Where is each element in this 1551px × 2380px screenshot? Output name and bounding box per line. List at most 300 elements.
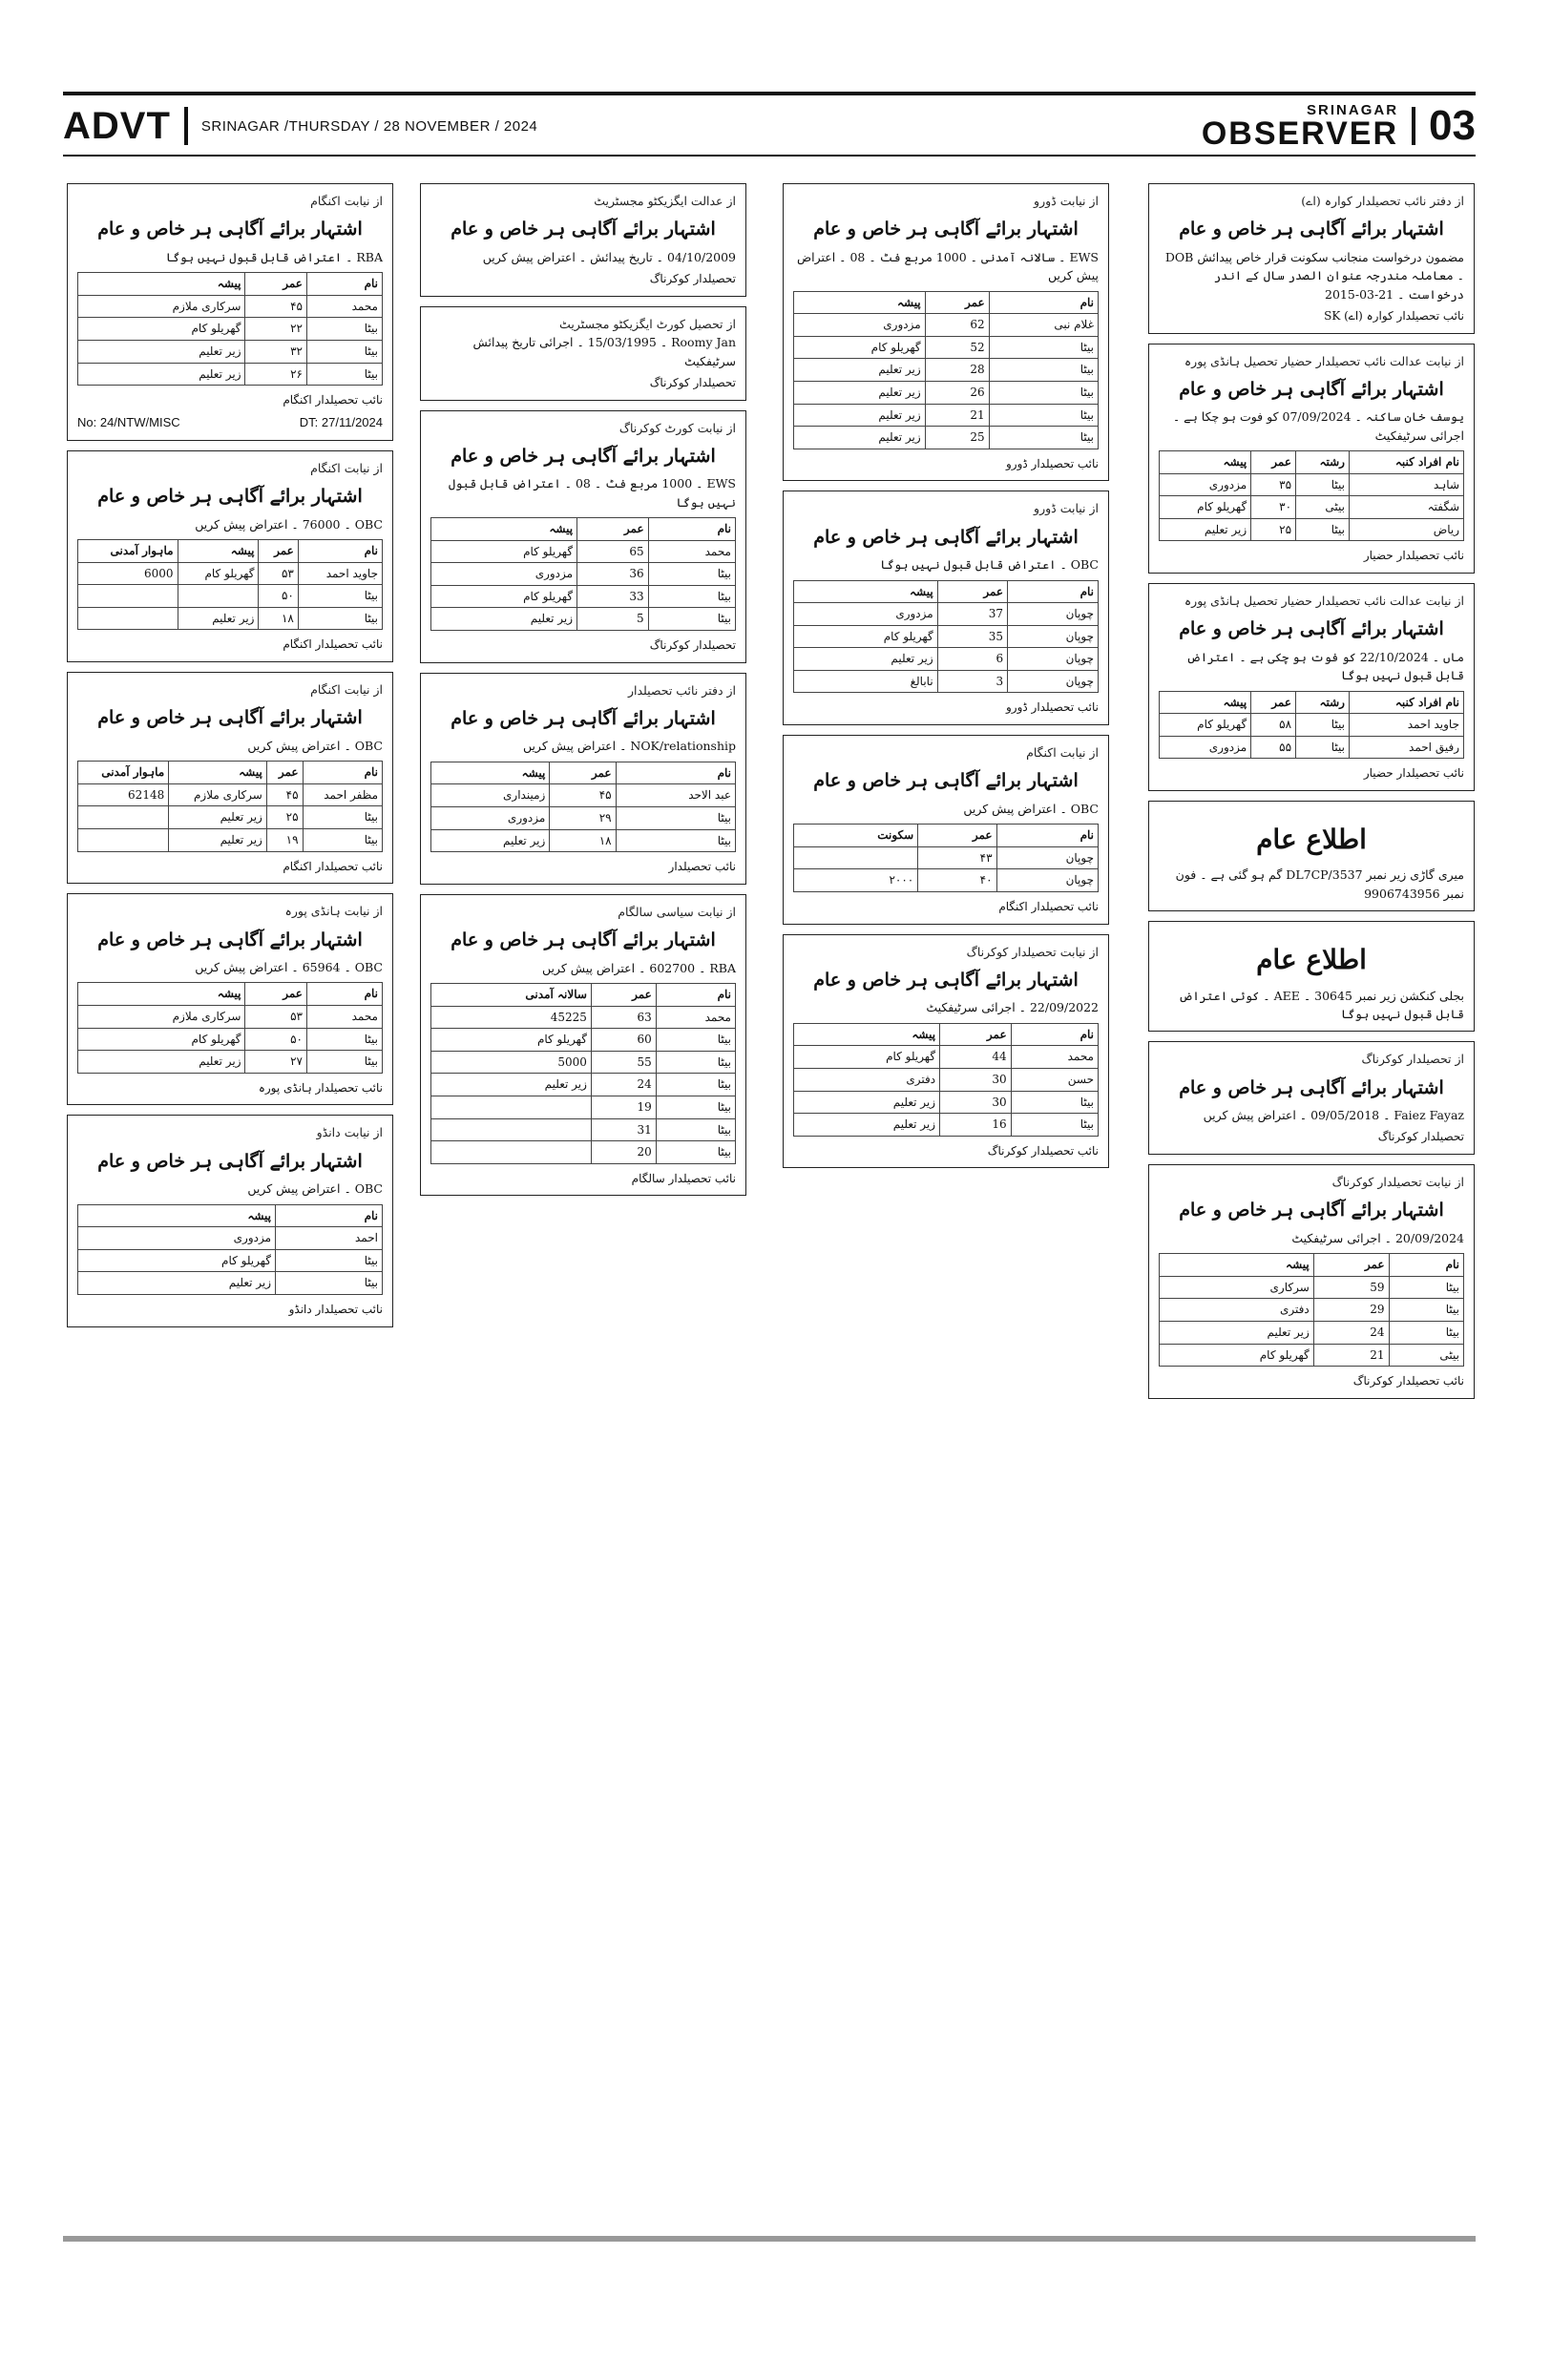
ad-title-large: اطلاع عام bbox=[1256, 824, 1367, 855]
table-cell: زیر تعلیم bbox=[169, 829, 267, 852]
footer-rule bbox=[63, 2236, 1476, 2242]
table-cell: گھریلو کام bbox=[1160, 714, 1251, 737]
table-cell: گھریلو کام bbox=[431, 540, 577, 563]
table-header-cell: رشتہ bbox=[1296, 451, 1350, 474]
table-cell: چوپان bbox=[996, 846, 1098, 869]
table-cell: 6 bbox=[937, 648, 1007, 671]
table-cell: مزدوری bbox=[78, 1227, 276, 1250]
ad-title: اشتہار برائے آگاہی ہر خاص و عام bbox=[813, 219, 1079, 240]
table-row bbox=[794, 1114, 1099, 1137]
table-row bbox=[794, 670, 1099, 693]
table-row bbox=[78, 1051, 383, 1074]
table-cell: بیٹا bbox=[303, 829, 382, 852]
table-cell: ۵۰ bbox=[259, 585, 298, 608]
table-cell: بیٹا bbox=[306, 1028, 382, 1051]
table-cell: بیٹا bbox=[989, 381, 1098, 404]
table-cell: 37 bbox=[937, 603, 1007, 626]
table-cell: بیٹا bbox=[989, 427, 1098, 449]
ad-heading: از نیابت عدالت نائب تحصیلدار حضیار تحصیل ہانڈی پورہ bbox=[1184, 353, 1464, 368]
table-cell: زیر تعلیم bbox=[78, 1272, 276, 1295]
table-cell: زیر تعلیم bbox=[78, 363, 245, 386]
table-row bbox=[1160, 714, 1464, 737]
table-cell: بیٹا bbox=[1296, 518, 1350, 541]
table-cell: بیٹا bbox=[648, 608, 735, 631]
table-row bbox=[1160, 736, 1464, 759]
table-cell: 52 bbox=[925, 336, 989, 359]
table-cell: مظفر احمد bbox=[303, 783, 382, 806]
table-cell: 21 bbox=[1313, 1344, 1389, 1367]
table-cell bbox=[431, 1141, 592, 1164]
table-cell: 24 bbox=[591, 1074, 656, 1096]
ad-heading: از نیابت اکنگام bbox=[310, 682, 383, 698]
ad-title: اشتہار برائے آگاہی ہر خاص و عام bbox=[451, 219, 716, 240]
table-cell: چوپان bbox=[996, 869, 1098, 892]
ad-title: اشتہار برائے آگاہی ہر خاص و عام bbox=[451, 445, 716, 467]
classified-ad bbox=[1148, 1164, 1475, 1399]
table-cell: بیٹا bbox=[656, 1051, 735, 1074]
table-header-cell: عمر bbox=[940, 1023, 1012, 1046]
table-cell bbox=[78, 607, 178, 630]
table-cell: مزدوری bbox=[794, 603, 938, 626]
table-cell: 31 bbox=[591, 1118, 656, 1141]
table-header-cell: عمر bbox=[550, 762, 616, 784]
ad-table bbox=[77, 539, 383, 630]
table-cell: ۵۳ bbox=[259, 562, 298, 585]
classified-ad bbox=[420, 306, 746, 401]
table-header-cell: پیشہ bbox=[1160, 691, 1251, 714]
table-cell: بیٹا bbox=[1011, 1114, 1098, 1137]
table-cell: 63 bbox=[591, 1006, 656, 1029]
ad-title: اشتہار برائے آگاہی ہر خاص و عام bbox=[97, 929, 363, 950]
table-cell: بیٹا bbox=[648, 563, 735, 586]
ad-title: اشتہار برائے آگاہی ہر خاص و عام bbox=[451, 929, 716, 951]
table-cell: شگفتہ bbox=[1349, 496, 1463, 519]
logo-city: SRINAGAR bbox=[1307, 101, 1399, 118]
table-cell: 29 bbox=[1313, 1299, 1389, 1322]
ad-table bbox=[1159, 691, 1464, 760]
table-row bbox=[431, 1096, 736, 1118]
table-header-cell: پیشہ bbox=[794, 580, 938, 603]
table-row bbox=[1160, 1299, 1464, 1322]
table-cell bbox=[78, 806, 169, 829]
table-row bbox=[431, 1029, 736, 1052]
classified-ad bbox=[420, 894, 746, 1197]
table-row bbox=[431, 1118, 736, 1141]
table-cell bbox=[431, 1118, 592, 1141]
ad-title: اشتہار برائے آگاہی ہر خاص و عام bbox=[813, 526, 1079, 548]
table-cell: بیٹا bbox=[656, 1118, 735, 1141]
table-cell: 3 bbox=[937, 670, 1007, 693]
ad-title-large: اطلاع عام bbox=[1256, 944, 1367, 976]
table-cell: 35 bbox=[937, 625, 1007, 648]
table-cell: زیر تعلیم bbox=[794, 1114, 940, 1137]
classified-ad bbox=[1148, 801, 1475, 911]
table-cell: ۲۹ bbox=[550, 807, 616, 830]
table-cell: بیٹا bbox=[656, 1074, 735, 1096]
ad-table bbox=[793, 824, 1099, 892]
table-cell: سرکاری ملازم bbox=[169, 783, 267, 806]
ad-signature: نائب تحصیلدار اکنگام bbox=[283, 393, 383, 407]
classified-ad bbox=[420, 183, 746, 297]
table-header-cell: نام bbox=[276, 1204, 383, 1227]
ad-table bbox=[77, 272, 383, 386]
table-cell: 16 bbox=[940, 1114, 1012, 1137]
ad-signature: تحصیلدار کوکرناگ bbox=[1377, 1130, 1464, 1144]
classified-ad bbox=[783, 183, 1109, 481]
table-row bbox=[431, 1141, 736, 1164]
table-cell: سرکاری bbox=[1160, 1276, 1314, 1299]
table-cell: 24 bbox=[1313, 1322, 1389, 1345]
ad-body: OBC ۔ 76000 ۔ اعتراض پیش کریں bbox=[195, 516, 383, 532]
ad-table bbox=[1159, 1253, 1464, 1367]
table-row bbox=[431, 563, 736, 586]
classified-ad bbox=[67, 672, 393, 884]
table-row bbox=[431, 762, 736, 784]
table-cell: گھریلو کام bbox=[794, 625, 938, 648]
table-row bbox=[431, 608, 736, 631]
ad-title: اشتہار برائے آگاہی ہر خاص و عام bbox=[813, 970, 1079, 991]
table-cell: زیر تعلیم bbox=[431, 1074, 592, 1096]
table-header-cell: نام bbox=[1008, 580, 1099, 603]
ad-heading: از دفتر نائب تحصیلدار bbox=[627, 682, 736, 698]
table-cell: 26 bbox=[925, 381, 989, 404]
table-row bbox=[431, 1006, 736, 1029]
ad-body: NOK/relationship ۔ اعتراض پیش کریں bbox=[522, 739, 736, 754]
ad-heading: از دفتر نائب تحصیلدار کوارہ (اے) bbox=[1301, 194, 1464, 208]
classified-ad bbox=[1148, 183, 1475, 334]
table-cell: ۴۵ bbox=[245, 295, 306, 318]
table-cell: ۱۸ bbox=[259, 607, 298, 630]
table-cell: بیٹا bbox=[306, 318, 382, 341]
table-cell: سرکاری ملازم bbox=[78, 1005, 245, 1028]
table-cell: ریاض bbox=[1349, 518, 1463, 541]
table-cell: محمد bbox=[306, 1005, 382, 1028]
table-cell: زیر تعلیم bbox=[78, 340, 245, 363]
ad-body: EWS ۔ سالانہ آمدنی ۔ 1000 مربع فٹ ۔ 08 ۔ اعتراض پیش کریں bbox=[797, 249, 1099, 283]
table-cell: ۲۵ bbox=[1251, 518, 1296, 541]
masthead-logo bbox=[1202, 103, 1398, 150]
table-cell: ۴۵ bbox=[266, 783, 303, 806]
table-cell: بیٹا bbox=[1296, 714, 1350, 737]
table-cell: بیٹا bbox=[648, 585, 735, 608]
table-row bbox=[431, 1051, 736, 1074]
table-cell: گھریلو کام bbox=[78, 1249, 276, 1272]
ad-heading: از نیابت ہانڈی پورہ bbox=[284, 904, 383, 919]
ad-body: OBC ۔ اعتراض پیش کریں bbox=[247, 738, 383, 753]
table-cell: ۲۰۰۰ bbox=[794, 869, 918, 892]
table-header-cell: عمر bbox=[925, 291, 989, 314]
table-cell: بیٹا bbox=[989, 336, 1098, 359]
table-cell: احمد bbox=[276, 1227, 383, 1250]
ad-heading: از نیابت تحصیلدار کوکرناگ bbox=[966, 944, 1099, 959]
classified-ad bbox=[67, 183, 393, 441]
table-row bbox=[1160, 473, 1464, 496]
table-cell: 5000 bbox=[431, 1051, 592, 1074]
table-cell: بیٹا bbox=[1389, 1322, 1463, 1345]
table-row bbox=[431, 540, 736, 563]
table-cell: محمد bbox=[1011, 1046, 1098, 1069]
ad-body: Faiez Fayaz ۔ 09/05/2018 ۔ اعتراض پیش کریں bbox=[1203, 1108, 1464, 1123]
table-header-cell: ماہوار آمدنی bbox=[78, 762, 169, 784]
section-label: ADVT bbox=[63, 104, 171, 147]
table-cell: گھریلو کام bbox=[794, 336, 926, 359]
ad-body: 20/09/2024 ۔ اجرائی سرٹیفکیٹ bbox=[1291, 1230, 1464, 1245]
table-cell: چوپان bbox=[1008, 625, 1099, 648]
table-row bbox=[794, 381, 1099, 404]
reference-number: No: 24/NTW/MISC bbox=[77, 414, 180, 429]
table-cell: ۳۵ bbox=[1251, 473, 1296, 496]
header-right bbox=[1202, 101, 1476, 151]
table-cell: بیٹا bbox=[1011, 1091, 1098, 1114]
ad-body: بجلی کنکشن زیر نمبر 30645 ۔ AEE ۔ کوئی اعتراض قابل قبول نہیں ہوگا bbox=[1178, 988, 1464, 1021]
table-cell: بیٹا bbox=[276, 1249, 383, 1272]
ad-heading: از نیابت دانڈو bbox=[316, 1125, 383, 1140]
ad-table bbox=[1159, 450, 1464, 541]
table-cell: زیر تعلیم bbox=[431, 608, 577, 631]
table-cell: ۲۷ bbox=[245, 1051, 306, 1074]
table-row bbox=[1160, 518, 1464, 541]
table-cell: ۵۰ bbox=[245, 1028, 306, 1051]
table-cell: گھریلو کام bbox=[431, 1029, 592, 1052]
ad-body: میری گاڑی زیر نمبر DL7CP/3537 گم ہو گئی ہے ۔ فون نمبر 9906743956 bbox=[1175, 867, 1464, 901]
ad-body: یوسف خان ساکنہ ۔ 07/09/2024 کو فوت ہو چکا ہے ۔ اجرائی سرٹیفکیٹ bbox=[1172, 409, 1464, 443]
table-header-cell: نام bbox=[303, 762, 382, 784]
table-cell: زمینداری bbox=[431, 784, 550, 807]
table-row bbox=[1160, 1322, 1464, 1345]
table-cell: زیر تعلیم bbox=[1160, 1322, 1314, 1345]
table-header-cell: عمر bbox=[259, 540, 298, 563]
table-cell: ۴۳ bbox=[918, 846, 996, 869]
table-row bbox=[78, 585, 383, 608]
classified-ad bbox=[1148, 344, 1475, 574]
table-row bbox=[1160, 496, 1464, 519]
table-header-cell: عمر bbox=[266, 762, 303, 784]
table-cell: زیر تعلیم bbox=[794, 381, 926, 404]
ad-reference bbox=[77, 413, 383, 432]
table-cell: بیٹی bbox=[1389, 1344, 1463, 1367]
table-header-cell: عمر bbox=[1251, 451, 1296, 474]
table-cell: گھریلو کام bbox=[78, 318, 245, 341]
table-row bbox=[794, 404, 1099, 427]
table-cell: بیٹا bbox=[306, 1051, 382, 1074]
table-header-cell: سالانہ آمدنی bbox=[431, 983, 592, 1006]
table-cell: گھریلو کام bbox=[178, 562, 259, 585]
table-cell bbox=[78, 585, 178, 608]
header-left bbox=[63, 101, 537, 151]
ad-signature: نائب تحصیلدار اکنگام bbox=[998, 900, 1099, 914]
table-row bbox=[78, 1005, 383, 1028]
table-cell: 30 bbox=[940, 1069, 1012, 1092]
table-cell bbox=[431, 1096, 592, 1118]
table-cell: جاوید احمد bbox=[298, 562, 382, 585]
table-cell: ۲۵ bbox=[266, 806, 303, 829]
table-row bbox=[794, 580, 1099, 603]
ad-signature: نائب تحصیلدار حضیار bbox=[1363, 549, 1464, 563]
table-header-cell: پیشہ bbox=[78, 1204, 276, 1227]
table-cell: گھریلو کام bbox=[1160, 1344, 1314, 1367]
table-row bbox=[794, 427, 1099, 449]
table-cell: ۱۸ bbox=[550, 829, 616, 852]
table-row bbox=[78, 363, 383, 386]
table-cell: 36 bbox=[577, 563, 649, 586]
table-header-cell: رشتہ bbox=[1296, 691, 1350, 714]
ad-table bbox=[793, 1023, 1099, 1137]
ad-signature: تحصیلدار کوکرناگ bbox=[649, 272, 736, 286]
table-cell: سرکاری ملازم bbox=[78, 295, 245, 318]
table-header-cell: ماہوار آمدنی bbox=[78, 540, 178, 563]
ad-heading: از نیابت کورٹ کوکرناگ bbox=[618, 420, 736, 435]
table-row bbox=[794, 336, 1099, 359]
ad-table bbox=[430, 762, 736, 852]
table-row bbox=[78, 806, 383, 829]
table-header-cell: سکونت bbox=[794, 825, 918, 847]
table-row bbox=[431, 784, 736, 807]
ad-signature: نائب تحصیلدار حضیار bbox=[1363, 766, 1464, 781]
table-cell: حسن bbox=[1011, 1069, 1098, 1092]
table-row bbox=[78, 562, 383, 585]
ad-signature: نائب تحصیلدار دانڈو bbox=[288, 1302, 383, 1316]
table-cell: زیر تعلیم bbox=[794, 404, 926, 427]
ad-signature: نائب تحصیلدار ڈورو bbox=[1006, 456, 1099, 470]
table-cell bbox=[178, 585, 259, 608]
table-header-cell: نام bbox=[648, 518, 735, 541]
table-row bbox=[431, 829, 736, 852]
table-cell: محمد bbox=[648, 540, 735, 563]
header-divider bbox=[184, 107, 188, 145]
table-header-cell: پیشہ bbox=[431, 518, 577, 541]
table-row bbox=[794, 1069, 1099, 1092]
table-row bbox=[78, 783, 383, 806]
table-cell: ۵۳ bbox=[245, 1005, 306, 1028]
table-cell: 59 bbox=[1313, 1276, 1389, 1299]
table-cell: گھریلو کام bbox=[794, 1046, 940, 1069]
table-cell: دفتری bbox=[794, 1069, 940, 1092]
table-header-cell: پیشہ bbox=[169, 762, 267, 784]
table-cell: 33 bbox=[577, 585, 649, 608]
classified-ad bbox=[783, 491, 1109, 725]
table-header-cell: نام bbox=[656, 983, 735, 1006]
table-cell: رفیق احمد bbox=[1349, 736, 1463, 759]
table-cell: بیٹا bbox=[306, 340, 382, 363]
table-cell: 6000 bbox=[78, 562, 178, 585]
table-header-cell: پیشہ bbox=[78, 983, 245, 1006]
table-header-cell: نام bbox=[298, 540, 382, 563]
table-row bbox=[78, 1028, 383, 1051]
table-row bbox=[78, 273, 383, 296]
table-row bbox=[78, 607, 383, 630]
table-cell bbox=[794, 846, 918, 869]
table-cell: بیٹا bbox=[1296, 473, 1350, 496]
table-header-cell: عمر bbox=[591, 983, 656, 1006]
dateline: SRINAGAR /THURSDAY / 28 NOVEMBER / 2024 bbox=[200, 117, 538, 135]
ad-title: اشتہار برائے آگاہی ہر خاص و عام bbox=[451, 708, 716, 729]
table-row bbox=[431, 807, 736, 830]
column-1 bbox=[1148, 183, 1475, 2197]
column-2 bbox=[783, 183, 1109, 2197]
ad-title: اشتہار برائے آگاہی ہر خاص و عام bbox=[1179, 618, 1444, 640]
ad-signature: نائب تحصیلدار ڈورو bbox=[1006, 700, 1099, 715]
ad-body: 22/09/2022 ۔ اجرائی سرٹیفکیٹ bbox=[926, 1000, 1099, 1015]
classified-ad bbox=[67, 450, 393, 662]
table-cell: ۴۵ bbox=[550, 784, 616, 807]
ad-signature: تحصیلدار کوکرناگ bbox=[649, 375, 736, 389]
ad-body: RBA ۔ 602700 ۔ اعتراض پیش کریں bbox=[541, 960, 736, 975]
table-cell: بیٹا bbox=[656, 1096, 735, 1118]
ad-body: Roomy Jan ۔ 15/03/1995 ۔ اجرائی تاریخ پیدائش سرٹیفکیٹ bbox=[472, 335, 736, 368]
table-cell: ۲۶ bbox=[245, 363, 306, 386]
ad-table bbox=[430, 983, 736, 1164]
ad-body: ماں ۔ 22/10/2024 کو فوت ہو چکی ہے ۔ اعتراض قابل قبول نہیں ہوگا bbox=[1186, 649, 1464, 683]
table-cell: بیٹی bbox=[1296, 496, 1350, 519]
table-header-cell: نام bbox=[989, 291, 1098, 314]
column-4 bbox=[67, 183, 393, 2197]
table-cell: 21 bbox=[925, 404, 989, 427]
table-row bbox=[431, 585, 736, 608]
table-cell: مزدوری bbox=[1160, 736, 1251, 759]
classified-ad bbox=[1148, 1041, 1475, 1155]
ad-signature: نائب تحصیلدار سالگام bbox=[631, 1171, 736, 1185]
table-cell: 19 bbox=[591, 1096, 656, 1118]
table-cell: بیٹا bbox=[298, 585, 382, 608]
ad-heading: از نیابت اکنگام bbox=[310, 194, 383, 208]
ad-body: OBC ۔ 65964 ۔ اعتراض پیش کریں bbox=[195, 960, 383, 975]
table-row bbox=[78, 1272, 383, 1295]
ad-title: اشتہار برائے آگاہی ہر خاص و عام bbox=[1179, 1200, 1444, 1221]
table-cell: بیٹا bbox=[306, 363, 382, 386]
table-header-cell: عمر bbox=[245, 273, 306, 296]
ad-body: EWS ۔ 1000 مربع فٹ ۔ 08 ۔ اعتراض قابل قبول نہیں ہوگا bbox=[448, 476, 736, 510]
ad-body: OBC ۔ اعتراض پیش کریں bbox=[963, 801, 1099, 816]
logo-title: OBSERVER bbox=[1201, 115, 1399, 152]
table-header-cell: عمر bbox=[918, 825, 996, 847]
table-header-cell: پیشہ bbox=[178, 540, 259, 563]
table-row bbox=[431, 1074, 736, 1096]
table-header-cell: عمر bbox=[577, 518, 649, 541]
table-cell: 28 bbox=[925, 359, 989, 382]
ad-signature: نائب تحصیلدار کوارہ (اے) SK bbox=[1324, 308, 1464, 323]
ad-title: اشتہار برائے آگاہی ہر خاص و عام bbox=[97, 486, 363, 508]
table-cell: زیر تعلیم bbox=[1160, 518, 1251, 541]
classified-ad bbox=[420, 673, 746, 885]
ad-body: OBC ۔ اعتراض پیش کریں bbox=[247, 1181, 383, 1197]
table-row bbox=[794, 291, 1099, 314]
table-header-cell: عمر bbox=[1313, 1254, 1389, 1277]
table-header-cell: پیشہ bbox=[431, 762, 550, 784]
table-header-cell: نام bbox=[996, 825, 1098, 847]
ad-heading: از تحصیلدار کوکرناگ bbox=[1361, 1052, 1464, 1067]
column-3 bbox=[420, 183, 746, 2197]
table-row bbox=[431, 518, 736, 541]
table-row bbox=[1160, 1344, 1464, 1367]
table-row bbox=[78, 295, 383, 318]
ad-signature: نائب تحصیلدار bbox=[668, 860, 736, 874]
ad-table bbox=[793, 291, 1099, 449]
ad-signature: نائب تحصیلدار کوکرناگ bbox=[1352, 1374, 1464, 1388]
table-row bbox=[1160, 1254, 1464, 1277]
table-cell: بیٹا bbox=[1389, 1276, 1463, 1299]
table-cell: زیر تعلیم bbox=[794, 648, 938, 671]
table-cell: غلام نبی bbox=[989, 314, 1098, 337]
table-cell: 25 bbox=[925, 427, 989, 449]
table-row bbox=[78, 829, 383, 852]
table-cell: زیر تعلیم bbox=[431, 829, 550, 852]
table-row bbox=[794, 603, 1099, 626]
ad-signature: نائب تحصیلدار ہانڈی پورہ bbox=[258, 1080, 383, 1095]
table-row bbox=[794, 314, 1099, 337]
table-header-cell: پیشہ bbox=[794, 291, 926, 314]
table-cell: چوپان bbox=[1008, 670, 1099, 693]
table-cell: محمد bbox=[306, 295, 382, 318]
